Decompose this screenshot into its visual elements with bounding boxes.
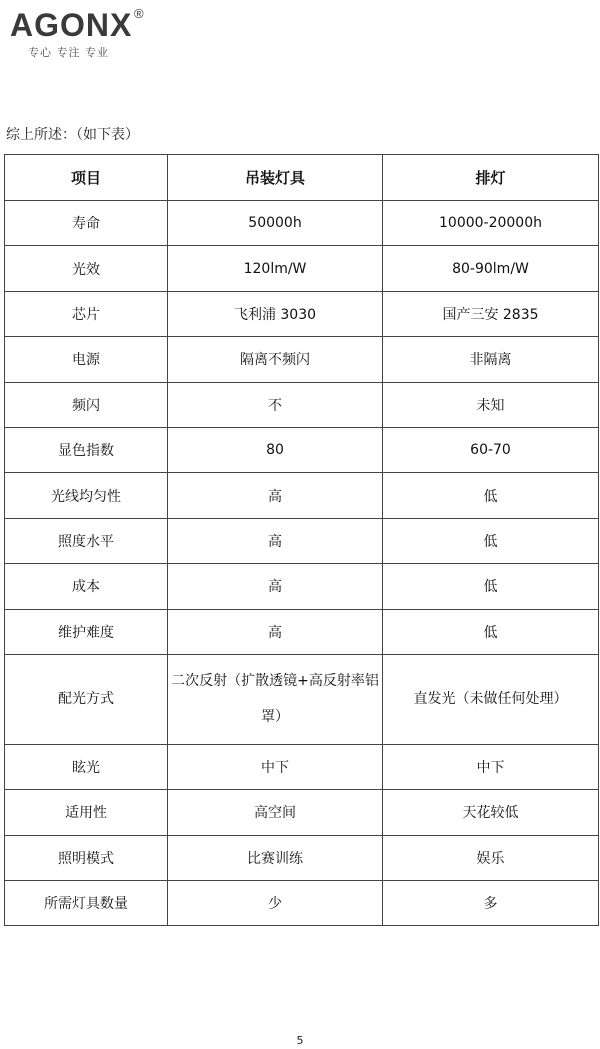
table-row	[5, 881, 599, 926]
row-light-value: 娱乐	[383, 835, 599, 880]
table-row	[5, 835, 599, 880]
pendant-value: 隔离不频闪	[168, 337, 383, 382]
pendant-value: 50000h	[168, 201, 383, 246]
row-label: 适用性	[5, 790, 168, 835]
row-label: 照度水平	[5, 518, 168, 563]
row-label: 频闪	[5, 382, 168, 427]
header-item: 项目	[5, 155, 168, 201]
row-light-value: 60-70	[383, 427, 599, 472]
row-label: 维护难度	[5, 609, 168, 654]
table-row	[5, 246, 599, 291]
pendant-value: 高空间	[168, 790, 383, 835]
row-light-value: 低	[383, 609, 599, 654]
pendant-value: 不	[168, 382, 383, 427]
row-light-value: 直发光（未做任何处理）	[383, 654, 599, 744]
table-row	[5, 744, 599, 789]
row-light-value: 多	[383, 881, 599, 926]
header-row-light: 排灯	[383, 155, 599, 201]
intro-text: 综上所述：（如下表）	[6, 127, 139, 143]
table-row	[5, 427, 599, 472]
page-number: 5	[296, 1034, 304, 1047]
pendant-value: 比赛训练	[168, 835, 383, 880]
row-light-value: 80-90lm/W	[383, 246, 599, 291]
row-light-value: 未知	[383, 382, 599, 427]
pendant-value: 高	[168, 518, 383, 563]
pendant-value: 飞利浦 3030	[168, 291, 383, 336]
table-row	[5, 654, 599, 744]
row-label: 光效	[5, 246, 168, 291]
row-label: 光线均匀性	[5, 473, 168, 518]
pendant-value: 高	[168, 564, 383, 609]
table-row	[5, 473, 599, 518]
pendant-value: 高	[168, 609, 383, 654]
row-label: 芯片	[5, 291, 168, 336]
pendant-value: 中下	[168, 744, 383, 789]
comparison-table	[4, 154, 599, 926]
table-row	[5, 518, 599, 563]
table-row	[5, 564, 599, 609]
table-row	[5, 291, 599, 336]
row-label: 照明模式	[5, 835, 168, 880]
row-light-value: 国产三安 2835	[383, 291, 599, 336]
pendant-value: 少	[168, 881, 383, 926]
registered-mark: ®	[134, 6, 144, 21]
pendant-value: 120lm/W	[168, 246, 383, 291]
brand-slogan: 专心 专注 专业	[28, 46, 109, 59]
row-label: 眩光	[5, 744, 168, 789]
brand-logo: AGONX	[10, 7, 133, 43]
row-label: 显色指数	[5, 427, 168, 472]
table-row	[5, 337, 599, 382]
row-light-value: 中下	[383, 744, 599, 789]
row-label: 寿命	[5, 201, 168, 246]
row-light-value: 天花较低	[383, 790, 599, 835]
row-light-value: 非隔离	[383, 337, 599, 382]
table-row	[5, 609, 599, 654]
row-label: 电源	[5, 337, 168, 382]
table-row	[5, 201, 599, 246]
row-label: 成本	[5, 564, 168, 609]
table-row	[5, 382, 599, 427]
table-header-row	[5, 155, 599, 201]
row-label: 所需灯具数量	[5, 881, 168, 926]
row-light-value: 低	[383, 473, 599, 518]
header-pendant-light: 吊装灯具	[168, 155, 383, 201]
row-light-value: 低	[383, 564, 599, 609]
header	[10, 6, 210, 66]
row-label: 配光方式	[5, 654, 168, 744]
row-light-value: 低	[383, 518, 599, 563]
row-light-value: 10000-20000h	[383, 201, 599, 246]
table-row	[5, 790, 599, 835]
pendant-value: 高	[168, 473, 383, 518]
pendant-value: 二次反射（扩散透镜+高反射率铝罩）	[168, 654, 383, 744]
pendant-value: 80	[168, 427, 383, 472]
